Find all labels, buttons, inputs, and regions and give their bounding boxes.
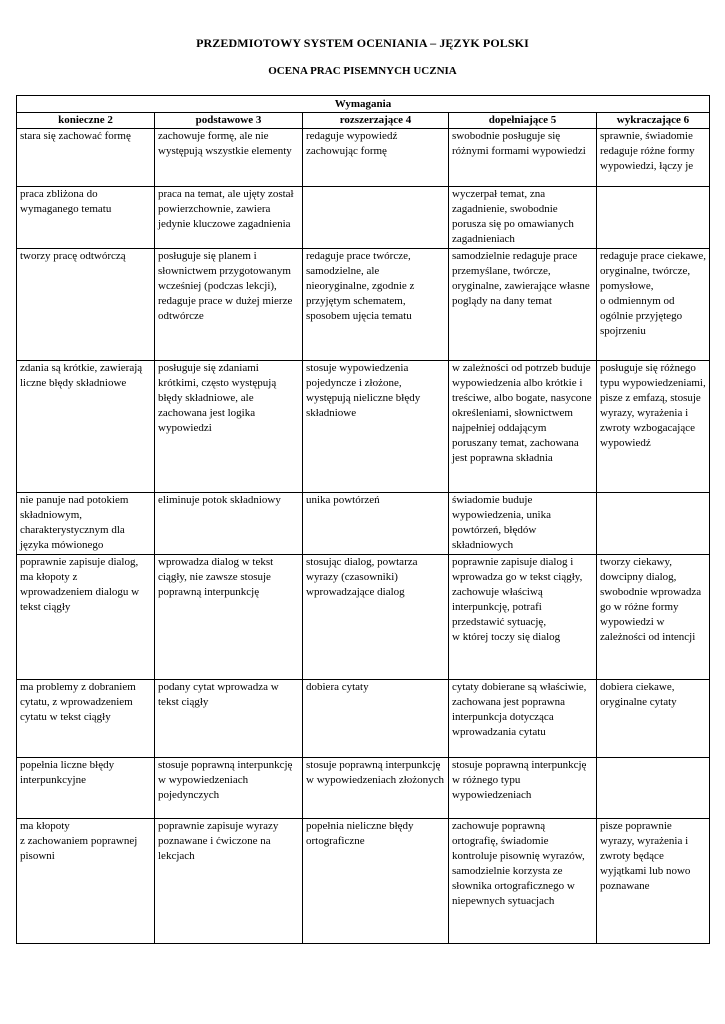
document-title: PRZEDMIOTOWY SYSTEM OCENIANIA – JĘZYK POLSKI [196,36,529,50]
table-row [17,758,710,819]
table-row [17,555,710,680]
table-row [17,361,710,493]
table-cell: posługuje się różnego typu wypowiedzeniami, pisze z emfazą, stosuje wyrazy, wyrażenia i zwroty wzbogacające wypowiedź [597,361,710,493]
column-header-rozszerzajace: rozszerzające 4 [303,113,449,129]
table-cell: zachowuje poprawną ortografię, świadomie kontroluje pisownię wyrazów, samodzielnie korzysta ze słownika ortograficznego w niepewnych sytuacjach [449,819,597,944]
table-cell: swobodnie posługuje się różnymi formami wypowiedzi [449,129,597,187]
table-cell [597,758,710,819]
table-cell: podany cytat wprowadza w tekst ciągły [155,680,303,758]
column-header-wykraczajace: wykraczające 6 [597,113,710,129]
table-cell: stosuje poprawną interpunkcję w wypowiedzeniach złożonych [303,758,449,819]
requirements-table [16,95,710,944]
table-cell: ma kłopoty z zachowaniem poprawnej pisowni [17,819,155,944]
table-cell: eliminuje potok składniowy [155,493,303,555]
table-group-header-row [17,96,710,113]
table-cell: redaguje wypowiedź zachowując formę [303,129,449,187]
table-cell: posługuje się zdaniami krótkimi, często występują błędy składniowe, ale zachowana jest logika wypowiedzi [155,361,303,493]
column-header-konieczne: konieczne 2 [17,113,155,129]
table-cell: zachowuje formę, ale nie występują wszystkie elementy [155,129,303,187]
table-row [17,680,710,758]
table-cell: praca na temat, ale ujęty został powierzchownie, zawiera jedynie kluczowe zagadnienia [155,187,303,249]
table-row [17,819,710,944]
column-header-dopelniajace: dopełniające 5 [449,113,597,129]
table-cell: świadomie buduje wypowiedzenia, unika powtórzeń, błędów składniowych [449,493,597,555]
table-row [17,187,710,249]
table-row [17,493,710,555]
table-cell: samodzielnie redaguje prace przemyślane, twórcze, oryginalne, zawierające własne poglądy na dany temat [449,249,597,361]
document-subtitle: OCENA PRAC PISEMNYCH UCZNIA [268,65,457,77]
table-cell: ma problemy z dobraniem cytatu, z wprowadzeniem cytatu w tekst ciągły [17,680,155,758]
table-cell: dobiera ciekawe, oryginalne cytaty [597,680,710,758]
table-cell: poprawnie zapisuje dialog i wprowadza go w tekst ciągły, zachowuje właściwą interpunkcję, potrafi przedstawić sytuację, w której toczy się dialog [449,555,597,680]
table-cell: popełnia liczne błędy interpunkcyjne [17,758,155,819]
table-cell: pisze poprawnie wyrazy, wyrażenia i zwroty będące wyjątkami lub nowo poznawane [597,819,710,944]
table-row [17,129,710,187]
table-cell: sprawnie, świadomie redaguje różne formy wypowiedzi, łączy je [597,129,710,187]
table-cell [597,187,710,249]
table-cell: wyczerpał temat, zna zagadnienie, swobodnie porusza się po omawianych zagadnieniach [449,187,597,249]
table-cell: stosuje wypowiedzenia pojedyncze i złożone, występują nieliczne błędy składniowe [303,361,449,493]
table-cell: w zależności od potrzeb buduje wypowiedzenia albo krótkie i treściwe, albo bogate, nasycone określeniami, słownictwem najpełniej oddającym poruszany temat, zachowana jest poprawna składnia [449,361,597,493]
table-cell: redaguje prace ciekawe, oryginalne, twórcze, pomysłowe, o odmiennym od ogólnie przyjętego spojrzeniu [597,249,710,361]
table-row [17,249,710,361]
table-cell: stosuje poprawną interpunkcję w wypowiedzeniach pojedynczych [155,758,303,819]
table-cell: wprowadza dialog w tekst ciągły, nie zawsze stosuje poprawną interpunkcję [155,555,303,680]
table-cell: dobiera cytaty [303,680,449,758]
table-cell: stara się zachować formę [17,129,155,187]
table-cell: unika powtórzeń [303,493,449,555]
table-cell: praca zbliżona do wymaganego tematu [17,187,155,249]
requirements-header: Wymagania [17,96,710,113]
table-cell: zdania są krótkie, zawierają liczne błędy składniowe [17,361,155,493]
table-cell: nie panuje nad potokiem składniowym, charakterystycznym dla języka mówionego [17,493,155,555]
table-cell: tworzy pracę odtwórczą [17,249,155,361]
table-cell: tworzy ciekawy, dowcipny dialog, swobodnie wprowadza go w różne formy wypowiedzi w zależności od intencji [597,555,710,680]
table-cell: popełnia nieliczne błędy ortograficzne [303,819,449,944]
table-cell: redaguje prace twórcze, samodzielne, ale nieoryginalne, zgodnie z przyjętym schematem, sposobem ujęcia tematu [303,249,449,361]
table-cell: poprawnie zapisuje dialog, ma kłopoty z wprowadzeniem dialogu w tekst ciągły [17,555,155,680]
table-cell [303,187,449,249]
table-cell [597,493,710,555]
table-column-header-row [17,113,710,129]
table-cell: posługuje się planem i słownictwem przygotowanym wcześniej (podczas lekcji), redaguje prace w dużej mierze odtwórcze [155,249,303,361]
table-cell: poprawnie zapisuje wyrazy poznawane i ćwiczone na lekcjach [155,819,303,944]
column-header-podstawowe: podstawowe 3 [155,113,303,129]
table-cell: stosując dialog, powtarza wyrazy (czasowniki) wprowadzające dialog [303,555,449,680]
table-cell: cytaty dobierane są właściwie, zachowana jest poprawna interpunkcja dotycząca wprowadzania cytatu [449,680,597,758]
table-cell: stosuje poprawną interpunkcję w różnego typu wypowiedzeniach [449,758,597,819]
table-body [17,129,710,944]
